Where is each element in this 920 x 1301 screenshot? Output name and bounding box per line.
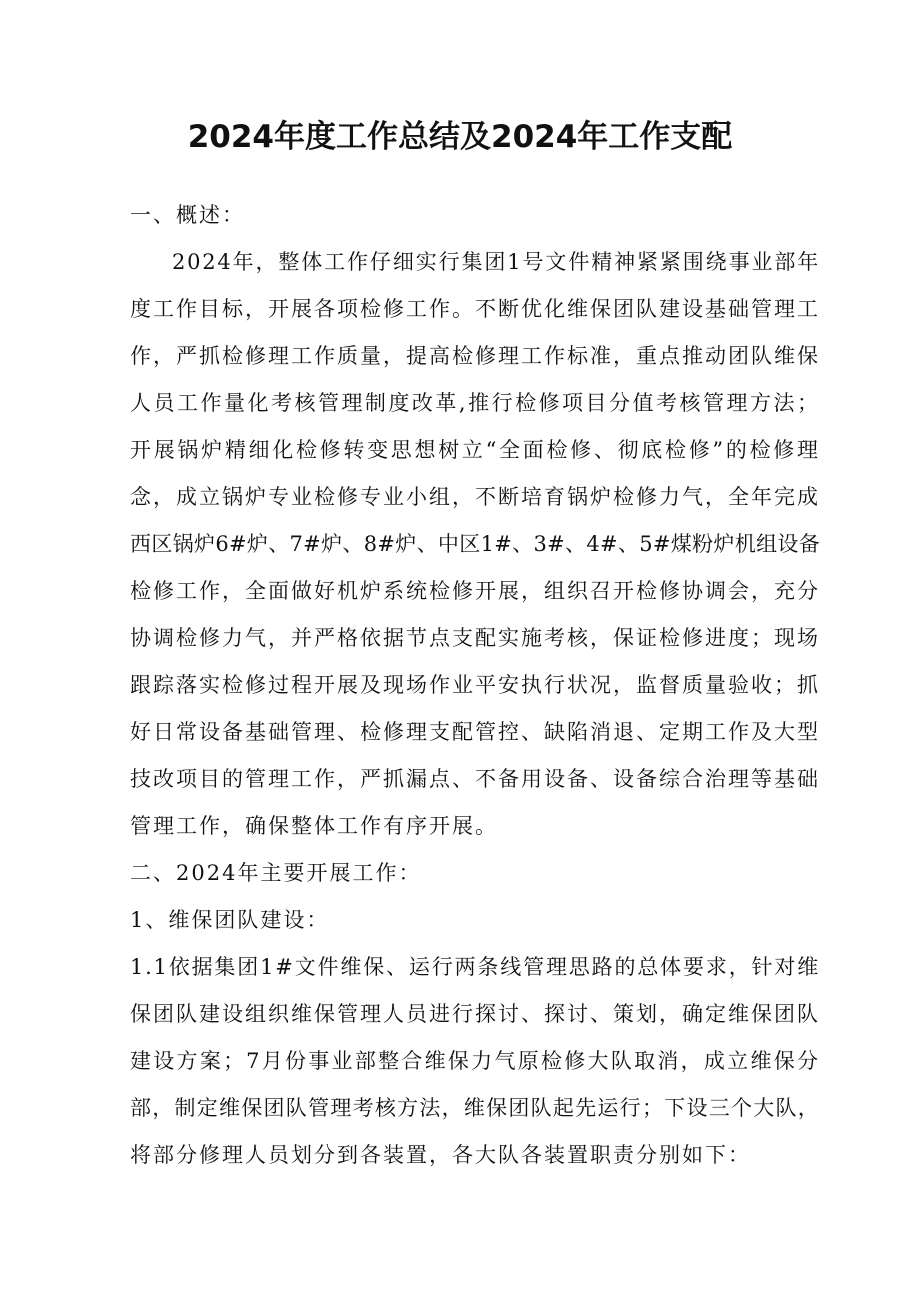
paragraph-line: 开展锅炉精细化检修转变思想树立“全面检修、彻底检修”的检修理 [130, 438, 820, 462]
paragraph-line: 管理工作，确保整体工作有序开展。 [130, 814, 498, 838]
paragraph-line: 跟踪落实检修过程开展及现场作业平安执行状况，监督质量验收；抓 [130, 673, 820, 697]
paragraph-line: 念，成立锅炉专业检修专业小组，不断培育锅炉检修力气，全年完成 [130, 485, 820, 509]
paragraph-overview [130, 239, 820, 850]
document-title: 2024年度工作总结及2024年工作支配 [187, 119, 733, 155]
section-heading-main-work: 二、2024年主要开展工作： [130, 861, 422, 885]
paragraph-line: 技改项目的管理工作，严抓漏点、不备用设备、设备综合治理等基础 [130, 767, 820, 791]
paragraph-line: 西区锅炉6#炉、7#炉、8#炉、中区1#、3#、4#、5#煤粉炉机组设备 [130, 532, 820, 556]
paragraph-line: 协调检修力气，并严格依据节点支配实施考核，保证检修进度；现场 [130, 626, 820, 650]
paragraph-line: 将部分修理人员划分到各装置，各大队各装置职责分别如下： [130, 1143, 751, 1167]
paragraph-line: 保团队建设组织维保管理人员进行探讨、探讨、策划，确定维保团队 [130, 1002, 820, 1026]
paragraph-line: 建设方案；7月份事业部整合维保力气原检修大队取消，成立维保分 [130, 1049, 820, 1073]
paragraph-line: 1.1依据集团1#文件维保、运行两条线管理思路的总体要求，针对维 [130, 955, 820, 979]
section-heading-overview: 一、概述： [130, 203, 245, 227]
paragraph-line: 人员工作量化考核管理制度改革,推行检修项目分值考核管理方法； [130, 391, 820, 415]
paragraph-line: 2024年，整体工作仔细实行集团1号文件精神紧紧围绕事业部年 [172, 250, 820, 274]
subsection-heading-team-building: 1、维保团队建设： [130, 908, 330, 932]
paragraph-line: 度工作目标，开展各项检修工作。不断优化维保团队建设基础管理工 [130, 297, 820, 321]
paragraph-line: 部，制定维保团队管理考核方法，维保团队起先运行；下设三个大队， [130, 1096, 820, 1120]
paragraph-line: 好日常设备基础管理、检修理支配管控、缺陷消退、定期工作及大型 [130, 720, 820, 744]
paragraph-line: 作，严抓检修理工作质量，提高检修理工作标准，重点推动团队维保 [130, 344, 820, 368]
paragraph-line: 检修工作，全面做好机炉系统检修开展，组织召开检修协调会，充分 [130, 579, 820, 603]
paragraph-team-building [130, 944, 820, 1179]
